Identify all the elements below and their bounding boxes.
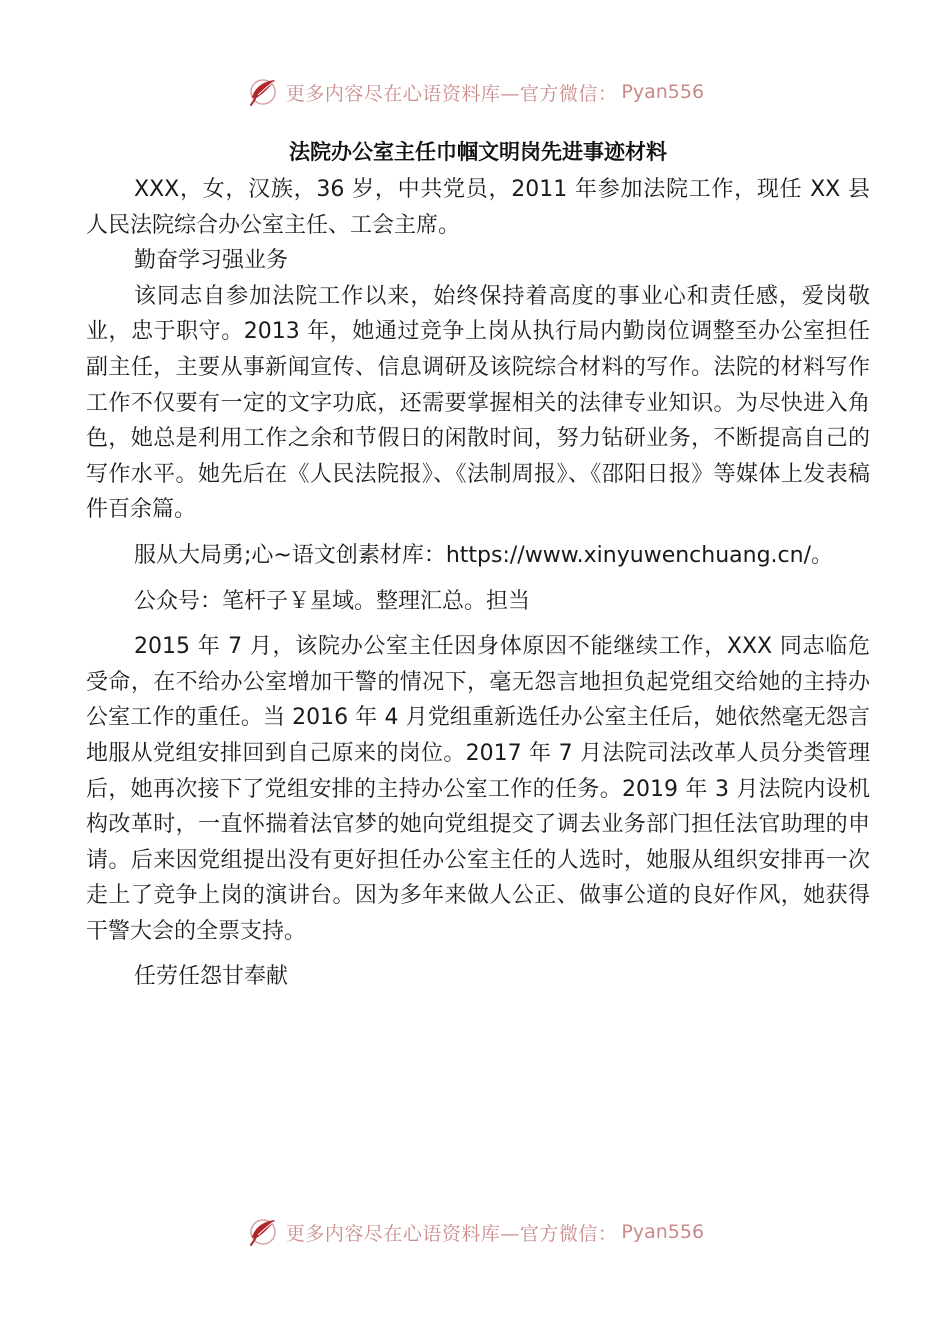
section-heading-study: 勤奋学习强业务	[134, 248, 289, 274]
document-title: 法院办公室主任巾帼文明岗先进事迹材料	[289, 140, 667, 164]
quill-logo-icon	[246, 1215, 280, 1249]
intro-paragraph: XXX，女，汉族，36 岁，中共党员，2011 年参加法院工作，现任 XX 县人民法院综合办公室主任、工会主席。	[86, 177, 870, 238]
footer-banner-text: 更多内容尽在心语资料库—官方微信：	[285, 1222, 618, 1245]
footer-banner	[0, 1212, 950, 1252]
header-banner-text: 更多内容尽在心语资料库—官方微信：	[285, 82, 618, 105]
section-heading-dedication: 任劳任怨甘奉献	[134, 964, 289, 990]
header-wechat-id: Pyan556	[621, 81, 705, 103]
quill-logo-icon	[246, 75, 280, 109]
section-body-obey: 2015 年 7 月，该院办公室主任因身体原因不能继续工作，XXX 同志临危受命，在不给办公室增加干警的情况下，毫无怨言地担负起党组交给她的主持办公室工作的重任。当 2016 年 4 月党组重新选任办公室主任后，她依然毫无怨言地服从党组安排回到自己原来的岗位。2017 年 7 月法院司法改革人员分类管理后，她再次接下了党组安排的主持办公室工作的任务。2019 年 3 月法院内设机构改革时，一直怀揣着法官梦的她向党组提交了调去业务部门担任法官助理的申请。后来因党组提出没有更好担任办公室主任的人选时，她服从组织安排再一次走上了竞争上岗的演讲台。因为多年来做人公正、做事公道的良好作风，她获得干警大会的全票支持。	[86, 634, 870, 944]
section-body-study: 该同志自参加法院工作以来，始终保持着高度的事业心和责任感，爱岗敬业，忠于职守。2013 年，她通过竞争上岗从执行局内勤岗位调整至办公室担任副主任，主要从事新闻宣传、信息调研及该院综合材料的写作。法院的材料写作工作不仅要有一定的文字功底，还需要掌握相关的法律专业知识。为尽快进入角色，她总是利用工作之余和节假日的闲散时间，努力钻研业务，不断提高自己的写作水平。她先后在《人民法院报》、《法制周报》、《邵阳日报》等媒体上发表稿件百余篇。	[86, 283, 870, 523]
section-heading-obey-line1: 服从大局勇;心~语文创素材库：https://www.xinyuwenchuang.cn/。	[134, 542, 833, 568]
footer-wechat-id: Pyan556	[621, 1221, 705, 1243]
header-banner	[0, 72, 950, 112]
section-heading-obey-line2: 公众号：笔杆子￥星域。整理汇总。担当	[134, 588, 531, 614]
document-body	[86, 134, 870, 995]
